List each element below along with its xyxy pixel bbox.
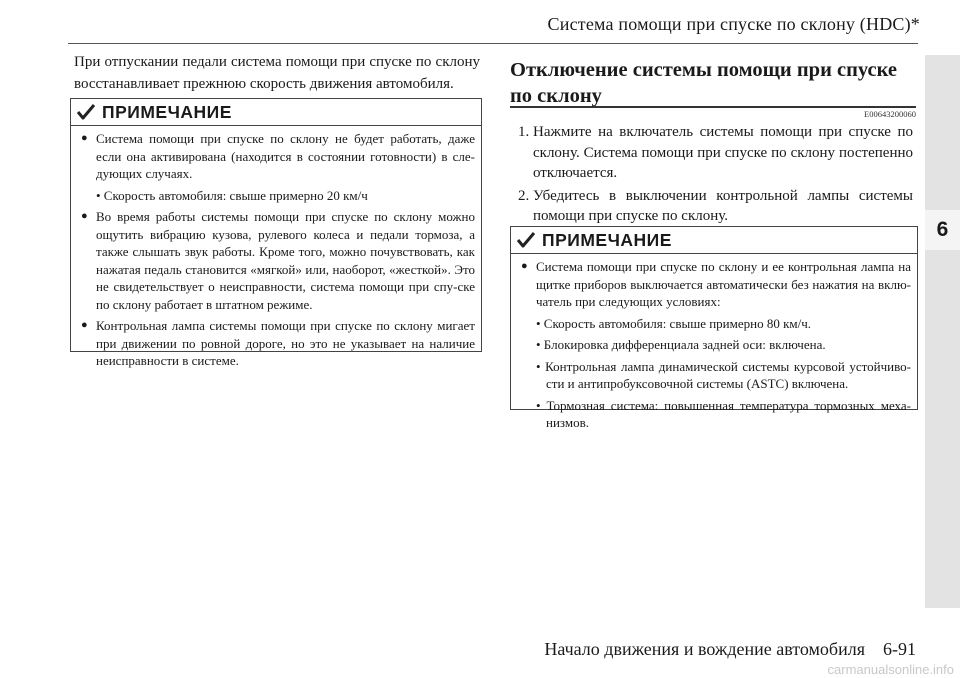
note-box-right: [510, 226, 918, 430]
section-rule: [510, 106, 916, 108]
watermark: carmanualsonline.info: [827, 662, 954, 677]
footer-section: Начало движения и вождение автомобиля: [544, 639, 865, 659]
note-subitem: • Контрольная лампа динамической системы курсовой устойчиво-сти и антипробуксовочной системы (ASTC) включена.: [536, 358, 911, 391]
section-code: E00643200060: [864, 109, 916, 119]
note-box-left: [70, 98, 482, 368]
step-item: [518, 186, 913, 227]
steps-list: [518, 122, 913, 229]
note-body: [511, 254, 917, 432]
checkmark-icon: [76, 103, 96, 121]
note-title: ПРИМЕЧАНИЕ: [102, 101, 232, 122]
note-bullet: ● Система помощи при спуске по склону и ее контрольная лампа на щитке приборов выключается автоматически без нажатия на вклю-чатель при следующих условиях:: [521, 258, 911, 311]
note-header: [511, 227, 917, 254]
header-rule: [68, 43, 918, 44]
note-subitem: • Скорость автомобиля: свыше примерно 80 км/ч.: [536, 315, 812, 331]
page-number: 6-91: [883, 639, 916, 659]
note-bullet: ● Во время работы системы помощи при спуске по склону можно ощутить вибрацию кузова, рулевого колеса и педали тормоза, а также слышать звук работы. Кроме того, можно почувствовать, как нажатая педаль становится «мягкой» или, наоборот, «жесткой». Это не свидетельствует о неисправности, система помощи при спу-ске по склону работает в штатном режиме.: [81, 208, 475, 313]
step-item: [518, 122, 913, 184]
note-body: [71, 126, 481, 370]
note-subitem: • Скорость автомобиля: свыше примерно 20 км/ч: [96, 187, 368, 203]
chapter-tab: 6: [925, 210, 960, 250]
note-header: [71, 99, 481, 126]
step-number: 1.: [518, 124, 530, 140]
intro-paragraph: При отпускании педали система помощи при спуске по склону восстанавливает прежнюю скорость движения автомобиля.: [74, 54, 480, 92]
step-text: Убедитесь в выключении контрольной лампы системы помощи при спуске по склону.: [533, 187, 913, 224]
step-text: Нажмите на включатель системы помощи при спуске по склону. Система помощи при спуске по склону постепенно отключается.: [533, 124, 913, 181]
section-heading: Отключение системы помощи при спуске по склону: [510, 59, 898, 107]
page-footer: [544, 639, 916, 660]
step-number: 2.: [518, 187, 530, 204]
note-subitem: • Тормозная система: повышенная температура тормозных меха-низмов.: [536, 397, 911, 430]
chapter-sidebar: [925, 55, 960, 608]
note-subitem: • Блокировка дифференциала задней оси: включена.: [536, 337, 826, 352]
left-column: [74, 52, 480, 95]
note-bullet: ● Система помощи при спуске по склону не будет работать, даже если она активирована (находится в состоянии готовности) в сле-дующих случаях.: [81, 130, 475, 183]
note-bullet: ● Контрольная лампа системы помощи при спуске по склону мигает при движении по ровной дороге, но это не указывает на наличие неисправности в системе.: [81, 317, 475, 370]
running-header: Система помощи при спуске по склону (HDC)*: [547, 14, 920, 34]
checkmark-icon: [516, 231, 536, 249]
note-title: ПРИМЕЧАНИЕ: [542, 229, 672, 250]
